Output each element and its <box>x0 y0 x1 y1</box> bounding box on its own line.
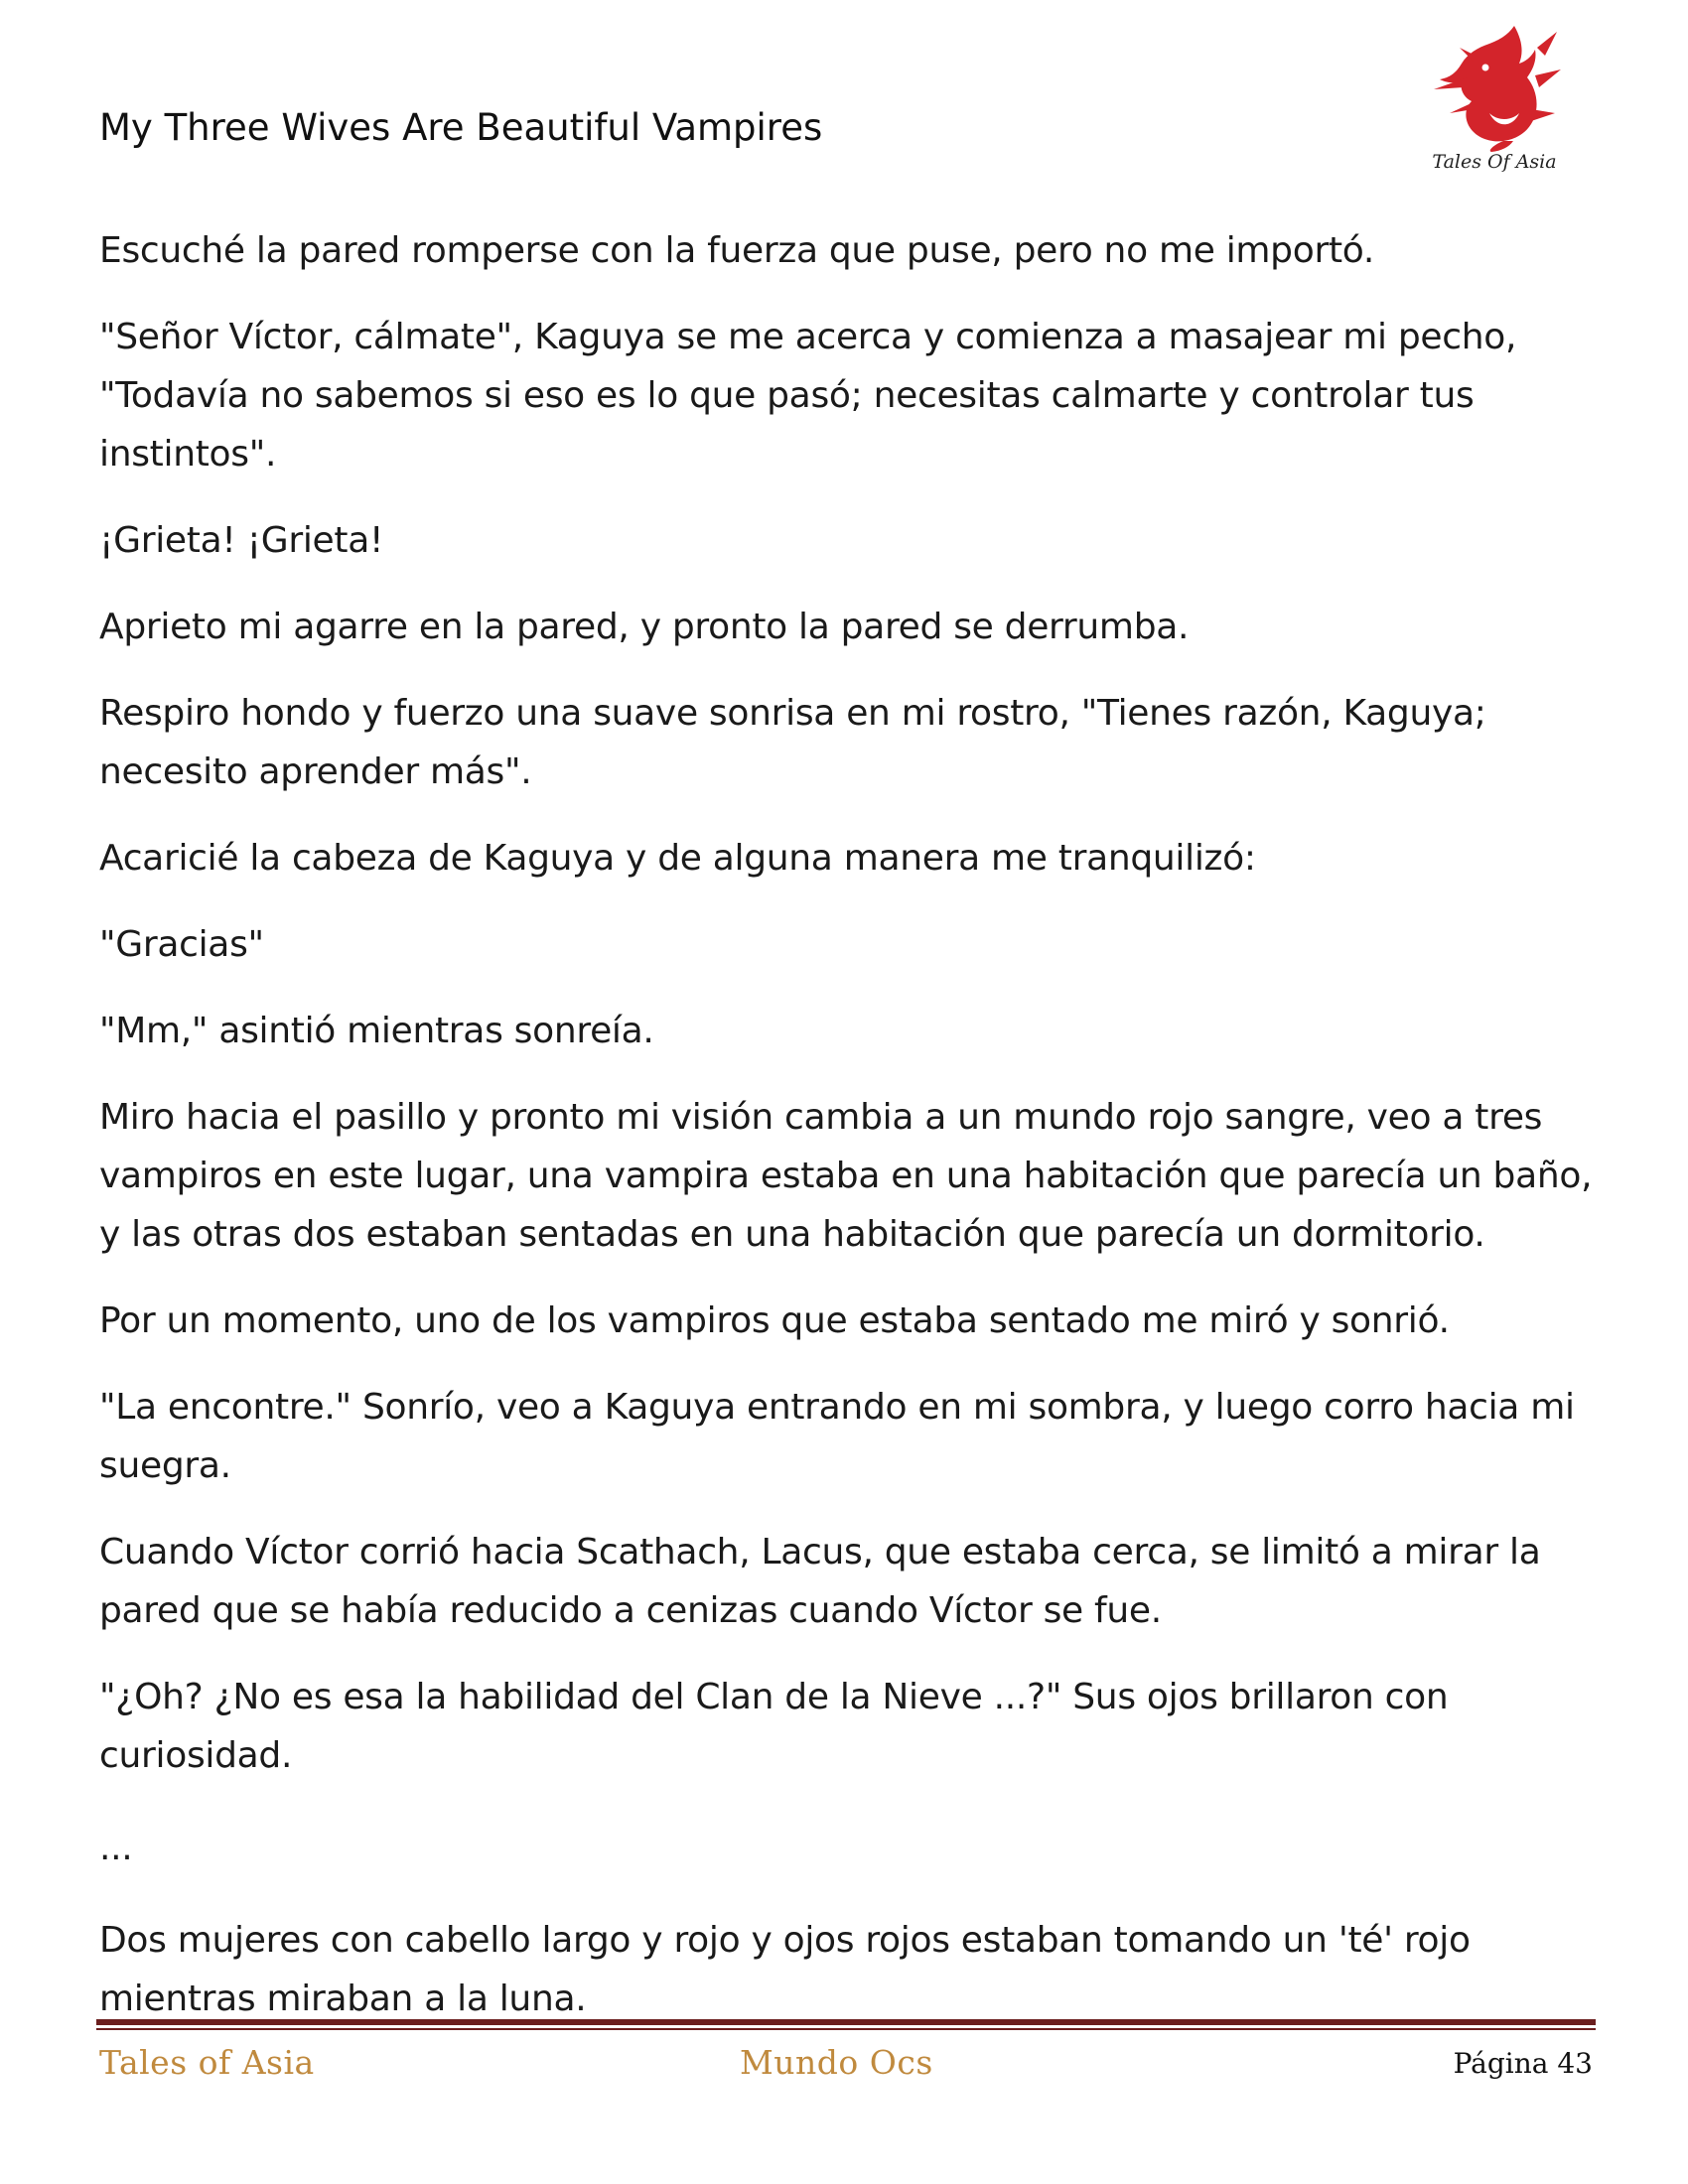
paragraph: Escuché la pared romperse con la fuerza que puse, pero no me importó. <box>99 230 1375 271</box>
paragraph: "¿Oh? ¿No es esa la habilidad del Clan de la Nieve ...?" Sus ojos brillaron con curiosidad. <box>99 1677 1449 1776</box>
footer-translator: Mundo Ocs <box>740 2043 933 2082</box>
paragraph: Aprieto mi agarre en la pared, y pronto la pared se derrumba. <box>99 607 1190 647</box>
footer-rule-thin <box>96 2028 1596 2030</box>
paragraph: ¡Grieta! ¡Grieta! <box>99 520 384 561</box>
page-number: Página 43 <box>1453 2047 1593 2080</box>
logo-text: Tales Of Asia <box>1432 151 1557 173</box>
paragraph: "La encontre." Sonrío, veo a Kaguya entrando en mi sombra, y luego corro hacia mi suegra. <box>99 1387 1575 1486</box>
footer-publisher: Tales of Asia <box>99 2043 315 2082</box>
paragraph: "Mm," asintió mientras sonreía. <box>99 1011 654 1051</box>
paragraph: Por un momento, uno de los vampiros que estaba sentado me miró y sonrió. <box>99 1300 1450 1341</box>
paragraph: Miro hacia el pasillo y pronto mi visión cambia a un mundo rojo sangre, veo a tres vampiros en este lugar, una vampira estaba en una habitación que parecía un baño, y las otras dos estaban sentadas en una habitación que parecía un dormitorio. <box>99 1097 1593 1255</box>
paragraph: Respiro hondo y fuerzo una suave sonrisa en mi rostro, "Tienes razón, Kaguya; necesito aprender más". <box>99 693 1486 792</box>
page-body <box>99 221 1594 2056</box>
paragraph: Dos mujeres con cabello largo y rojo y ojos rojos estaban tomando un 'té' rojo mientras miraban a la luna. <box>99 1920 1471 2019</box>
footer-rule <box>96 2019 1596 2025</box>
scene-separator: ... <box>99 1828 133 1868</box>
document-title: My Three Wives Are Beautiful Vampires <box>99 106 823 149</box>
paragraph: Acaricié la cabeza de Kaguya y de alguna manera me tranquilizó: <box>99 838 1256 879</box>
paragraph: "Gracias" <box>99 924 264 965</box>
paragraph: "Señor Víctor, cálmate", Kaguya se me acerca y comienza a masajear mi pecho, "Todavía no sabemos si eso es lo que pasó; necesitas calmarte y controlar tus instintos". <box>99 317 1517 475</box>
paragraph: Cuando Víctor corrió hacia Scathach, Lacus, que estaba cerca, se limitó a mirar la pared que se había reducido a cenizas cuando Víctor se fue. <box>99 1532 1541 1631</box>
dragon-icon <box>1420 18 1569 152</box>
tales-of-asia-logo <box>1420 18 1569 182</box>
